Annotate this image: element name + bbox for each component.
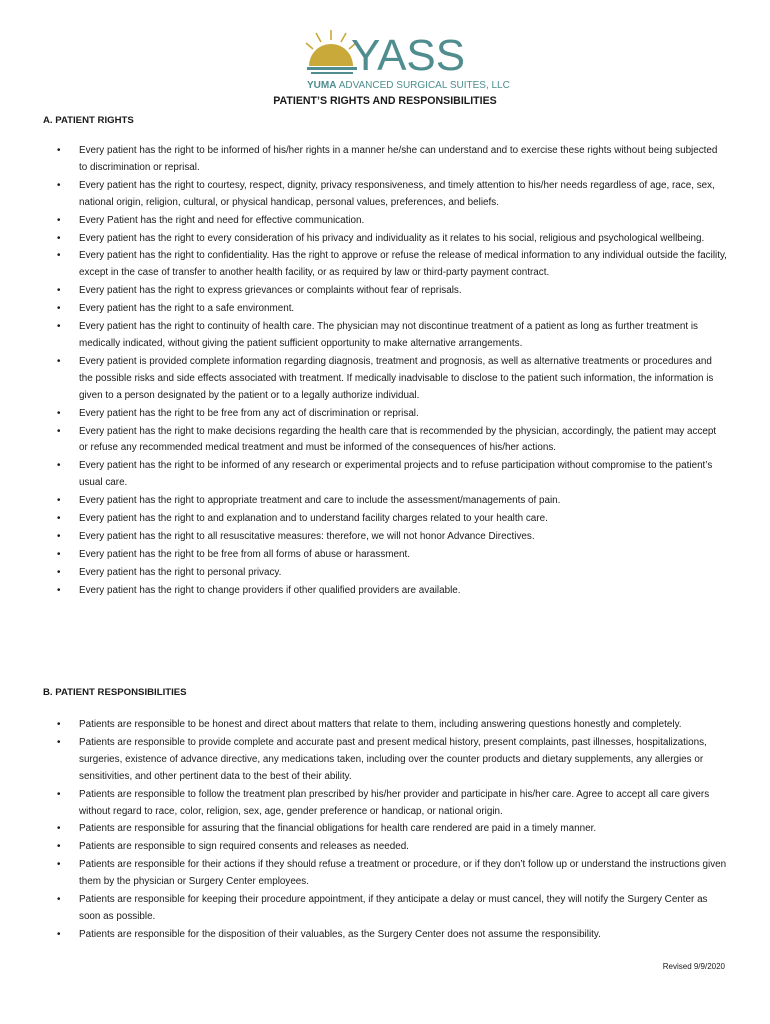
list-item-text: Patients are responsible for their actions if they should refuse a treatment or procedure, or if they don’t follow up or understand the instructions given them by the physician or Surgery Center employees.	[79, 859, 727, 888]
bullet-icon: •	[57, 548, 61, 560]
bullet-icon: •	[57, 250, 61, 262]
logo-wordmark: YASS	[351, 31, 466, 80]
list-item-text: Every patient has the right to continuity of health care. The physician may not discontinue treatment of a patient as long as further treatment is medically indicated, without giving the patient sufficient opportunity to make alternative arrangements.	[79, 321, 698, 349]
list-item	[57, 213, 727, 230]
bullet-icon: •	[57, 321, 61, 333]
list-item-text: Every patient has the right to be free from all forms of abuse or harassment.	[79, 548, 410, 560]
bullet-icon: •	[57, 513, 61, 525]
list-item-text: Every patient has the right to personal privacy.	[79, 566, 282, 578]
patient-rights-list	[57, 143, 727, 601]
bullet-icon: •	[57, 179, 61, 191]
bullet-icon: •	[57, 495, 61, 507]
bullet-icon: •	[57, 719, 61, 730]
list-item	[57, 547, 727, 564]
list-item-text: Patients are responsible to be honest and direct about matters that relate to them, including answering questions honestly and completely.	[79, 719, 682, 730]
section-b-heading: B. PATIENT RESPONSIBILITIES	[43, 687, 187, 698]
list-item	[57, 717, 727, 734]
bullet-icon: •	[57, 823, 61, 835]
list-item	[57, 424, 727, 458]
list-item-text: Patients are responsible to sign required consents and releases as needed.	[79, 841, 409, 853]
list-item-text: Every patient has the right to a safe environment.	[79, 303, 295, 315]
list-item-text: Every patient has the right to express grievances or complaints without fear of reprisals.	[79, 285, 462, 297]
list-item-text: Every patient has the right to change providers if other qualified providers are available.	[79, 584, 461, 596]
svg-text:YUMA ADVANCED SURGICAL SUITES,	[307, 80, 510, 91]
list-item-text: Patients are responsible to follow the treatment plan prescribed by his/her provider and participate in his/her care. Agree to accept all care givers without regard to race, color, religion, sex, age, gender preference or handicap, or national origin.	[79, 788, 710, 817]
list-item	[57, 857, 727, 891]
list-item-text: Every patient has the right to and explanation and to understand facility charges related to your health care.	[79, 513, 548, 525]
list-item-text: Every patient has the right to every consideration of his privacy and individuality as it relates to his social, religious and psychological wellbeing.	[79, 232, 705, 244]
list-item-text: Every patient has the right to confidentiality. Has the right to approve or refuse the release of medical information to any individual outside the facility, except in the case of transfer to another health facility, or as required by law or third-party payment contract.	[79, 250, 727, 279]
bullet-icon: •	[57, 841, 61, 853]
page-title: PATIENT’S RIGHTS AND RESPONSIBILITIES	[273, 95, 497, 107]
bullet-icon: •	[57, 460, 61, 472]
list-item-text: Every patient has the right to be free from any act of discrimination or reprisal.	[79, 407, 419, 419]
bullet-icon: •	[57, 214, 61, 226]
list-item	[57, 583, 727, 600]
bullet-icon: •	[57, 928, 61, 940]
patient-responsibilities-list	[57, 717, 727, 945]
list-item	[57, 458, 727, 492]
list-item	[57, 319, 727, 353]
list-item	[57, 178, 727, 212]
logo-subtitle: ADVANCED SURGICAL SUITES, LLC	[338, 80, 510, 91]
list-item	[57, 787, 727, 821]
list-item	[57, 354, 727, 405]
bullet-icon: •	[57, 303, 61, 315]
bullet-icon: •	[57, 859, 61, 871]
section-a-heading: A. PATIENT RIGHTS	[43, 115, 134, 126]
list-item-text: Every patient has the right to appropriate treatment and care to include the assessment/managements of pain.	[79, 495, 561, 507]
list-item	[57, 839, 727, 856]
logo-subtitle-bold: YUMA	[307, 80, 337, 91]
list-item-text: Every patient has the right to be informed of his/her rights in a manner he/she can understand and to exercise these rights without being subjected to discrimination or reprisal.	[79, 145, 718, 173]
list-item-text: Every patient has the right to all resuscitative measures: therefore, we will not honor Advance Directives.	[79, 530, 535, 542]
list-item-text: Every patient has the right to make decisions regarding the health care that is recommended by the physician, accordingly, the patient may accept or refuse any recommended medical treatment and must be informed of the consequences of his/her actions.	[79, 425, 717, 454]
list-item	[57, 283, 727, 300]
list-item	[57, 301, 727, 318]
list-item-text: Every patient is provided complete information regarding diagnosis, treatment and prognosis, as well as alternative treatments or procedures and the possible risks and side effects associated with treatment. If medically inadvisable to disclose to the patient such information, the information is given to a person designated by the patient or to a legally authorize individual.	[79, 355, 714, 401]
list-item-text: Patients are responsible for the disposition of their valuables, as the Surgery Center does not assume the responsibility.	[79, 928, 601, 940]
list-item	[57, 892, 727, 926]
list-item-text: Every patient has the right to be informed of any research or experimental projects and to refuse participation without compromise to the patient’s usual care.	[79, 460, 713, 489]
list-item-text: Patients are responsible for keeping their procedure appointment, if they anticipate a delay or must cancel, they will notify the Surgery Center as soon as possible.	[79, 894, 708, 922]
list-item	[57, 248, 727, 282]
list-item	[57, 231, 727, 248]
list-item-text: Every Patient has the right and need for effective communication.	[79, 214, 365, 226]
list-item	[57, 735, 727, 786]
revised-date: Revised 9/9/2020	[662, 962, 725, 971]
bullet-icon: •	[57, 425, 61, 437]
bullet-icon: •	[57, 566, 61, 578]
list-item	[57, 493, 727, 510]
bullet-icon: •	[57, 407, 61, 419]
list-item	[57, 529, 727, 546]
list-item	[57, 143, 727, 177]
bullet-icon: •	[57, 145, 61, 156]
bullet-icon: •	[57, 232, 61, 244]
bullet-icon: •	[57, 894, 61, 906]
list-item	[57, 406, 727, 423]
bullet-icon: •	[57, 530, 61, 542]
list-item	[57, 821, 727, 838]
bullet-icon: •	[57, 736, 61, 748]
list-item-text: Patients are responsible to provide complete and accurate past and present medical history, present complaints, past illnesses, hospitalizations, surgeries, existence of advance directive, any medications taken, including over the counter products and dietary supplements, any allergies or sensitivities, and other pertinent data to the best of their ability.	[79, 736, 707, 782]
bullet-icon: •	[57, 355, 61, 367]
list-item-text: Patients are responsible for assuring that the financial obligations for health care rendered are paid in a timely manner.	[79, 823, 597, 835]
bullet-icon: •	[57, 285, 61, 297]
sun-logo-icon	[305, 26, 510, 96]
bullet-icon: •	[57, 788, 61, 800]
list-item	[57, 565, 727, 582]
bullet-icon: •	[57, 584, 61, 596]
list-item-text: Every patient has the right to courtesy, respect, dignity, privacy responsiveness, and timely attention to his/her needs regardless of age, race, sex, national origin, religion, cultural, or physical handicap, personal values, preferences, and beliefs.	[79, 179, 715, 208]
logo	[305, 26, 510, 96]
list-item	[57, 511, 727, 528]
list-item	[57, 927, 727, 944]
